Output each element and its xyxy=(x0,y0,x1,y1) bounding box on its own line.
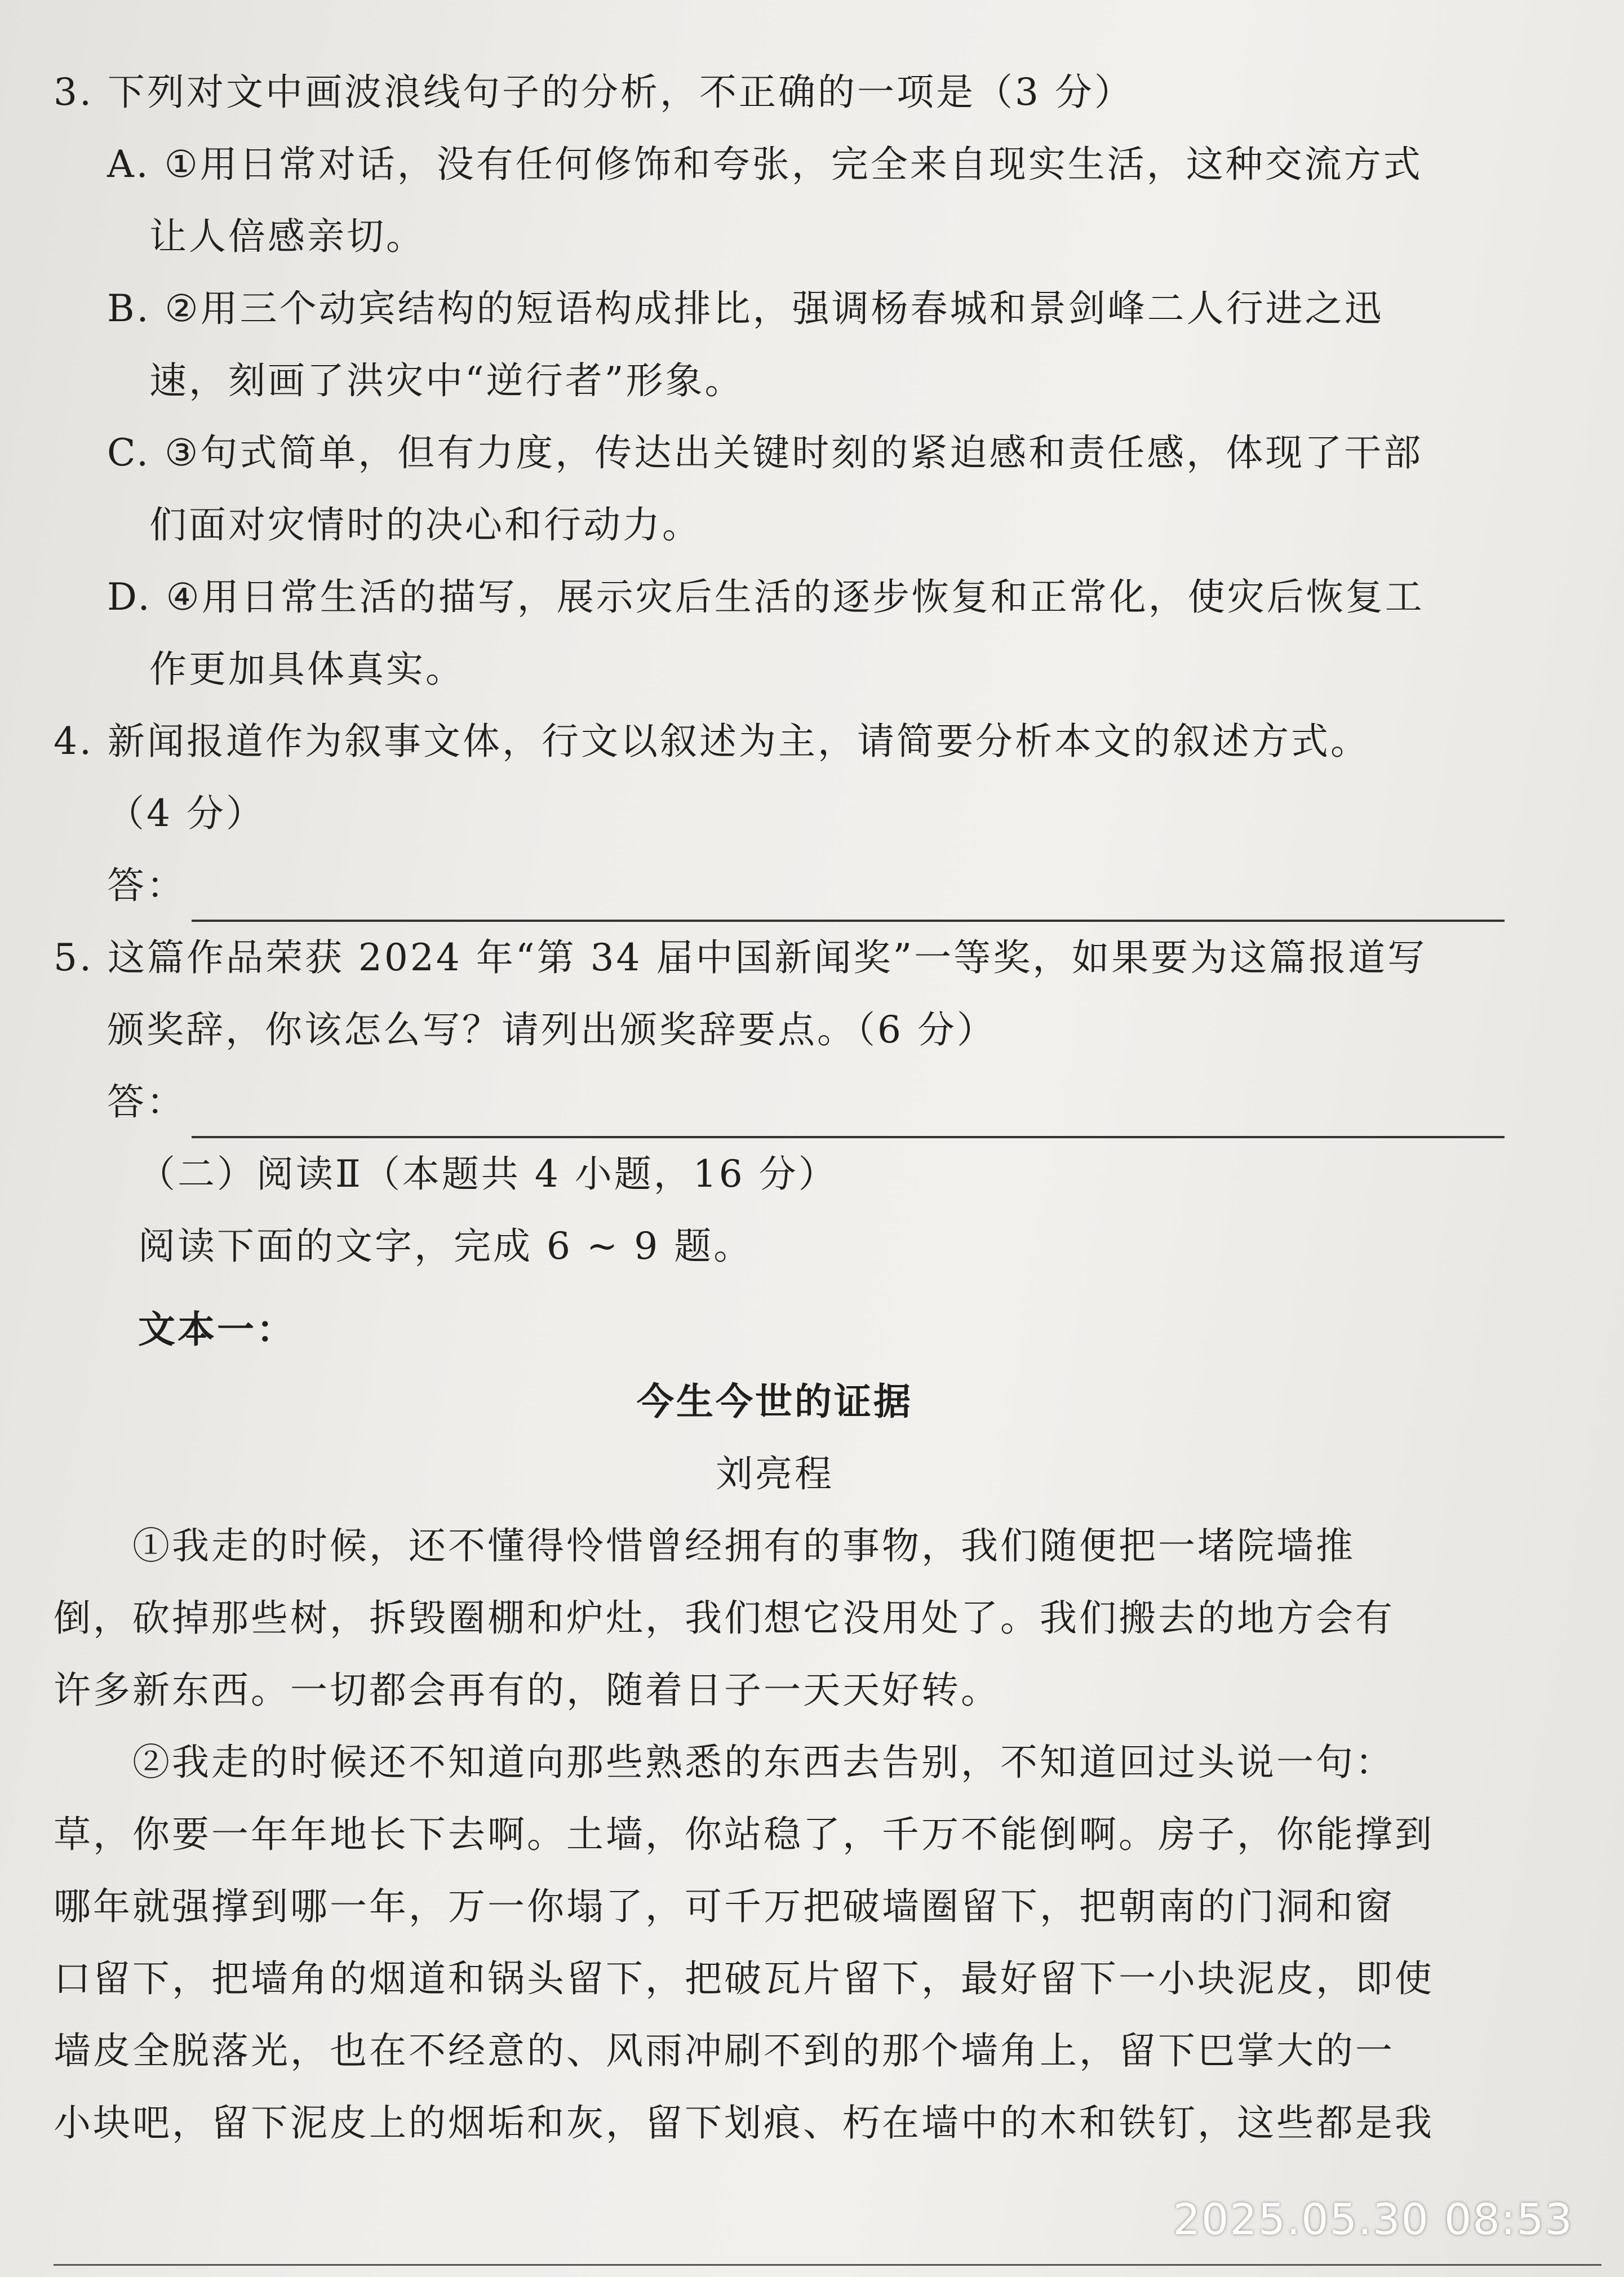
option-c-line-1: C. ③句式简单，但有力度，传达出关键时刻的紧迫感和责任感，体现了干部 xyxy=(107,431,1423,474)
question-4-answer-blank[interactable] xyxy=(192,880,1505,922)
text-one-line: ①我走的时候，还不懂得怜惜曾经拥有的事物，我们随便把一堵院墙推 xyxy=(132,1524,1355,1568)
section-instruction: 阅读下面的文字，完成 6 ~ 9 题。 xyxy=(138,1224,753,1268)
question-5-answer-blank[interactable] xyxy=(192,1097,1505,1138)
text-one-line: 许多新东西。一切都会再有的，随着日子一天天好转。 xyxy=(54,1668,1000,1712)
question-5-answer-label: 答： xyxy=(107,1080,186,1124)
option-b-line-1: B. ②用三个动宾结构的短语构成排比，强调杨春城和景剑峰二人行进之迅 xyxy=(107,287,1384,330)
page-bottom-rule xyxy=(54,2264,1601,2266)
question-4-answer-label: 答： xyxy=(107,864,186,907)
text-one-line: 倒，砍掉那些树，拆毁圈棚和炉灶，我们想它没用处了。我们搬去的地方会有 xyxy=(54,1596,1395,1640)
text-one-line: 草，你要一年年地长下去啊。土墙，你站稳了，千万不能倒啊。房子，你能撑到 xyxy=(54,1813,1434,1856)
text-one-line: 哪年就强撑到哪一年，万一你塌了，可千万把破墙圈留下，把朝南的门洞和窗 xyxy=(54,1885,1395,1928)
section-title: （二）阅读Ⅱ（本题共 4 小题，16 分） xyxy=(138,1152,838,1196)
text-one-author: 刘亮程 xyxy=(716,1452,834,1495)
question-5-answer-row xyxy=(54,1066,1496,1138)
option-b-line-2: 速，刻画了洪灾中“逆行者”形象。 xyxy=(149,359,744,402)
text-one-line: 口留下，把墙角的烟道和锅头留下，把破瓦片留下，最好留下一小块泥皮，即使 xyxy=(54,1957,1434,2000)
option-d-line-2: 作更加具体真实。 xyxy=(149,647,465,691)
question-4-stem: 4. 新闻报道作为叙事文体，行文以叙述为主，请简要分析本文的叙述方式。 xyxy=(54,720,1370,763)
text-one-line: ②我走的时候还不知道向那些熟悉的东西去告别，不知道回过头说一句： xyxy=(132,1741,1395,1784)
photo-timestamp: 2025.05.30 08:53 xyxy=(1173,2194,1573,2244)
question-4-score: （4 分） xyxy=(107,792,265,835)
question-5-stem: 5. 这篇作品荣获 2024 年“第 34 届中国新闻奖”一等奖，如果要为这篇报道写 xyxy=(54,936,1427,979)
text-one-line: 墙皮全脱落光，也在不经意的、风雨冲刷不到的那个墙角上，留下巴掌大的一 xyxy=(54,2029,1395,2072)
text-one-label: 文本一： xyxy=(138,1308,296,1351)
option-c-line-2: 们面对灾情时的决心和行动力。 xyxy=(149,503,702,547)
text-one-line: 小块吧，留下泥皮上的烟垢和灰，留下划痕、朽在墙中的木和铁钉，这些都是我 xyxy=(54,2101,1434,2145)
question-3-stem: 3. 下列对文中画波浪线句子的分析，不正确的一项是（3 分） xyxy=(54,70,1134,114)
page-content xyxy=(54,56,1496,2159)
option-a-line-2: 让人倍感亲切。 xyxy=(149,215,425,258)
question-4-answer-row xyxy=(54,850,1496,922)
question-5-stem-2: 颁奖辞，你该怎么写？请列出颁奖辞要点。（6 分） xyxy=(107,1008,996,1051)
text-one-title: 今生今世的证据 xyxy=(637,1380,913,1423)
option-a-line-1: A. ①用日常对话，没有任何修饰和夸张，完全来自现实生活，这种交流方式 xyxy=(107,143,1423,186)
option-d-line-1: D. ④用日常生活的描写，展示灾后生活的逐步恢复和正常化，使灾后恢复工 xyxy=(107,575,1425,619)
